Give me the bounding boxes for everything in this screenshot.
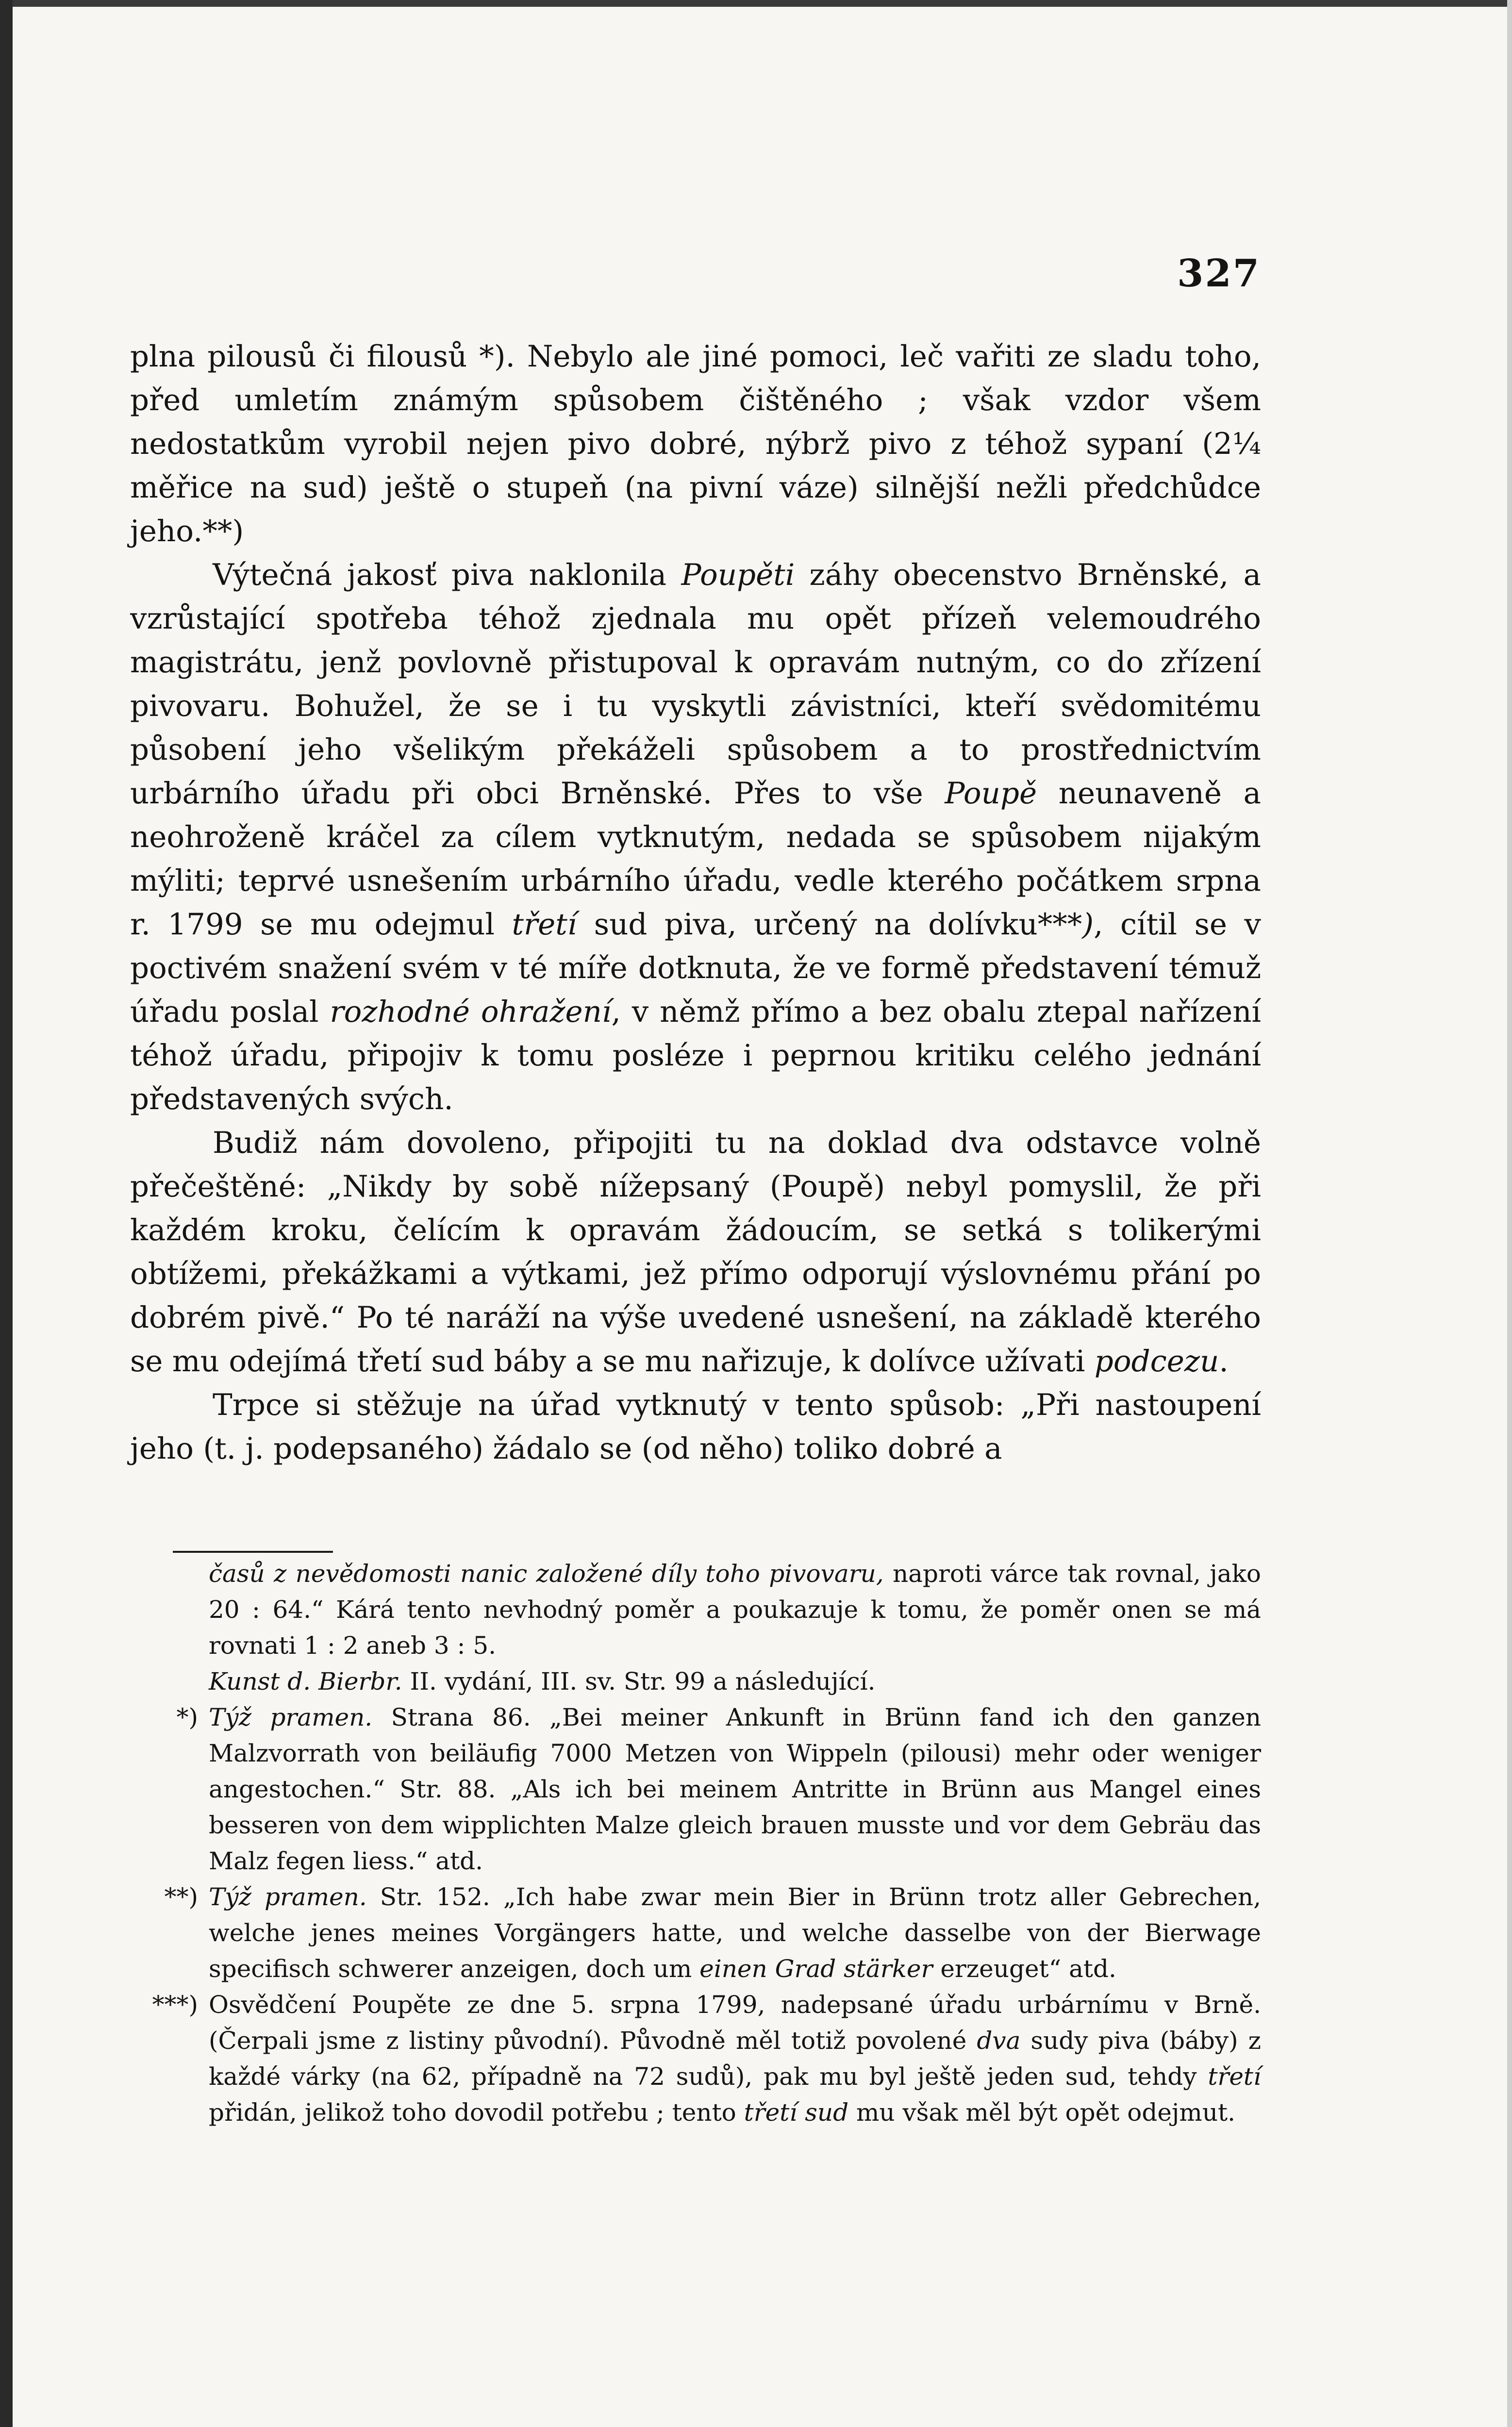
footnote-ref: ***) [1037, 907, 1094, 942]
paragraph-3: Budiž nám dovoleno, připojiti tu na doklad dva odstavce volně přečeštěné: „Nikdy by sobě nížepsaný (Poupě) nebyl pomyslil, že při každém kroku, čelícím k opravám žádoucím, se setká s tolikerými obtížemi, překážkami a výtkami, jež přímo odporují výslovnému přání po dobrém pivě.“ Po té naráží na výše uvedené usnešení, na základě kterého se mu odejímá třetí sud báby a se mu nařizuje, k dolívce užívati podcezu. [130, 1126, 1261, 1379]
footnote-2: **) Týž pramen. Str. 152. „Ich habe zwar mein Bier in Brünn trotz aller Gebrechen, welche jenes meines Vorgängers hatte, und welche dasselbe von der Bierwage specifisch schwerer anzeigen, doch um einen Grad stärker erzeuget“ atd. [130, 1879, 1261, 1987]
footnote-3: ***) Osvědčení Poupěte ze dne 5. srpna 1799, nadepsané úřadu urbárnímu v Brně. (Čerpali jsme z listiny původní). Původně měl totiž povolené dva sudy piva (báby) z každé várky (na 62, případně na 72 sudů), pak mu byl ještě jeden sud, tehdy třetí přidán, jelikož toho dovodil potřebu ; tento třetí sud mu však měl být opět odejmut. [130, 1987, 1261, 2130]
footnote-divider [173, 1551, 333, 1553]
scan-edge-top [0, 0, 1512, 7]
footnote-mark: ***) [152, 1991, 198, 2019]
footnote-continued: časů z nevědomosti nanic založené díly toho pivovaru, naproti várce tak rovnal, jako 20 : 64.“ Kárá tento nevhodný poměr a poukazuje k tomu, že poměr onen se má rovnati 1 : 2 aneb 3 : 5. Kunst d. Bierbr. II. vydání, III. sv. Str. 99 a následující. [209, 1560, 1262, 1696]
scan-edge-right [1507, 0, 1512, 2427]
footnote-1: *) Týž pramen. Strana 86. „Bei meiner Ankunft in Brünn fand ich den ganzen Malzvorrath von beiläufig 7000 Metzen von Wippeln (pilousi) mehr oder weniger angestochen.“ Str. 88. „Als ich bei meinem Antritte in Brünn aus Mangel eines besseren von dem wipplichten Malze gleich brauen musste und vor dem Gebräu das Malz fegen liess.“ atd. [130, 1699, 1261, 1879]
paragraph-4: Trpce si stěžuje na úřad vytknutý v tento spůsob: „Při nastoupení jeho (t. j. podepsaného) žádalo se (od něho) toliko dobré a [130, 1388, 1261, 1466]
paragraph-2: Výtečná jakosť piva naklonila Poupěti záhy obecenstvo Brněnské, a vzrůstající spotřeba téhož zjednala mu opět přízeň velemoudrého magistrátu, jenž povlovně přistupoval k opravám nutným, co do zřízení pivovaru. Bohužel, že se i tu vyskytli závistníci, kteří svědomitému působení jeho všelikým překáželi spůsobem a to prostřednictvím urbárního úřadu při obci Brněnské. Přes to vše Poupě neunaveně a neohroženě kráčel za cílem vytknutým, nedada se spůsobem nijakým mýliti; teprvé usnešením urbárního úřadu, vedle kterého počátkem srpna r. 1799 se mu odejmul třetí sud piva, určený na dolívku***), cítil se v poctivém snažení svém v té míře dotknuta, že ve formě představení témuž úřadu poslal rozhodné ohražení, v němž přímo a bez obalu ztepal nařízení téhož úřadu, připojiv k tomu posléze i peprnou kritiku celého jednání představených svých. [130, 558, 1261, 1116]
page-number: 327 [1177, 251, 1261, 296]
footnote-mark: **) [164, 1883, 198, 1911]
main-text [130, 335, 1261, 1471]
scan-edge-left [0, 0, 13, 2427]
footnote-mark: *) [176, 1703, 198, 1731]
footnotes [130, 1556, 1261, 2130]
paragraph-1: plna pilousů či filousů *). Nebylo ale jiné pomoci, leč vařiti ze sladu toho, před umletím známým spůsobem čištěného ; však vzdor všem nedostatkům vyrobil nejen pivo dobré, nýbrž pivo z téhož sypaní (2¼ měřice na sud) ještě o stupeň (na pivní váze) silnější nežli předchůdce jeho.**) [130, 339, 1261, 549]
